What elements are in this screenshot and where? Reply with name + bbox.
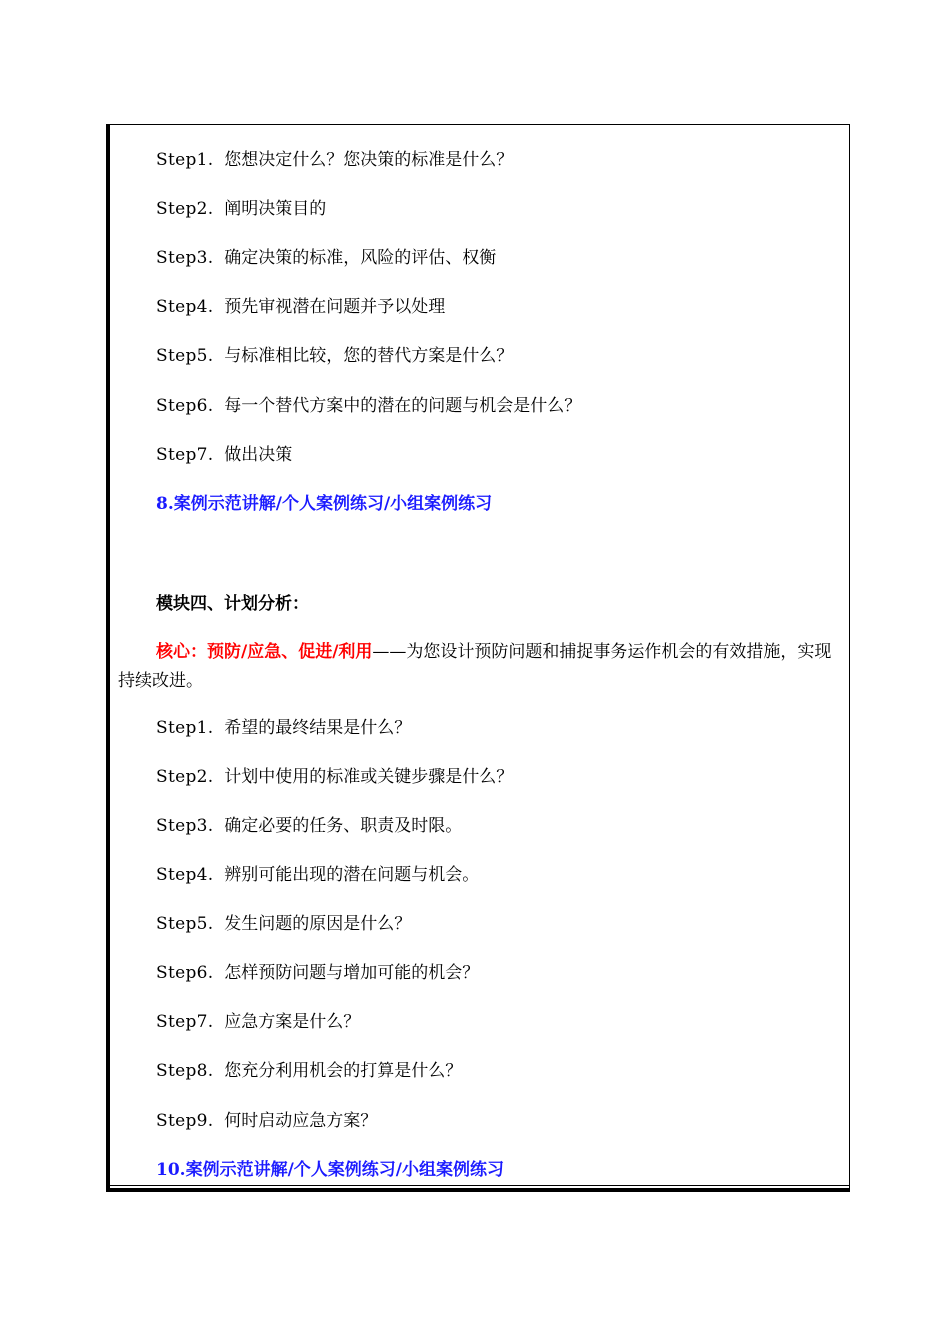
step-item: Step2. 阐明决策目的 <box>156 199 327 219</box>
step-item: Step6. 怎样预防问题与增加可能的机会？ <box>156 963 480 983</box>
step-item: Step8. 您充分利用机会的打算是什么？ <box>156 1061 463 1081</box>
step-item: Step5. 与标准相比较，您的替代方案是什么？ <box>156 346 514 366</box>
step-item: Step2. 计划中使用的标准或关键步骤是什么？ <box>156 767 514 787</box>
case-practice-link: 10.案例示范讲解/个人案例练习/小组案例练习 <box>156 1160 504 1180</box>
step-item: Step6. 每一个替代方案中的潜在的问题与机会是什么？ <box>156 396 582 416</box>
module-title: 模块四、计划分析： <box>156 594 309 614</box>
step-item: Step3. 确定必要的任务、职责及时限。 <box>156 816 463 836</box>
core-text: ——为您设计预防问题和捕捉事务运作机会的有效措施，实现持续改进。 <box>118 642 832 691</box>
case-practice-link: 8.案例示范讲解/个人案例练习/小组案例练习 <box>156 494 493 514</box>
core-paragraph <box>118 638 838 696</box>
step-item: Step9. 何时启动应急方案？ <box>156 1111 378 1131</box>
step-item: Step7. 做出决策 <box>156 445 293 465</box>
core-label: 核心：预防/应急、促进/利用 <box>156 642 373 662</box>
step-item: Step5. 发生问题的原因是什么？ <box>156 914 412 934</box>
step-item: Step7. 应急方案是什么？ <box>156 1012 361 1032</box>
step-item: Step4. 辨别可能出现的潜在问题与机会。 <box>156 865 480 885</box>
step-item: Step4. 预先审视潜在问题并予以处理 <box>156 297 446 317</box>
step-item: Step1. 希望的最终结果是什么？ <box>156 718 412 738</box>
step-item: Step1. 您想决定什么？您决策的标准是什么？ <box>156 150 514 170</box>
step-item: Step3. 确定决策的标准，风险的评估、权衡 <box>156 248 497 268</box>
